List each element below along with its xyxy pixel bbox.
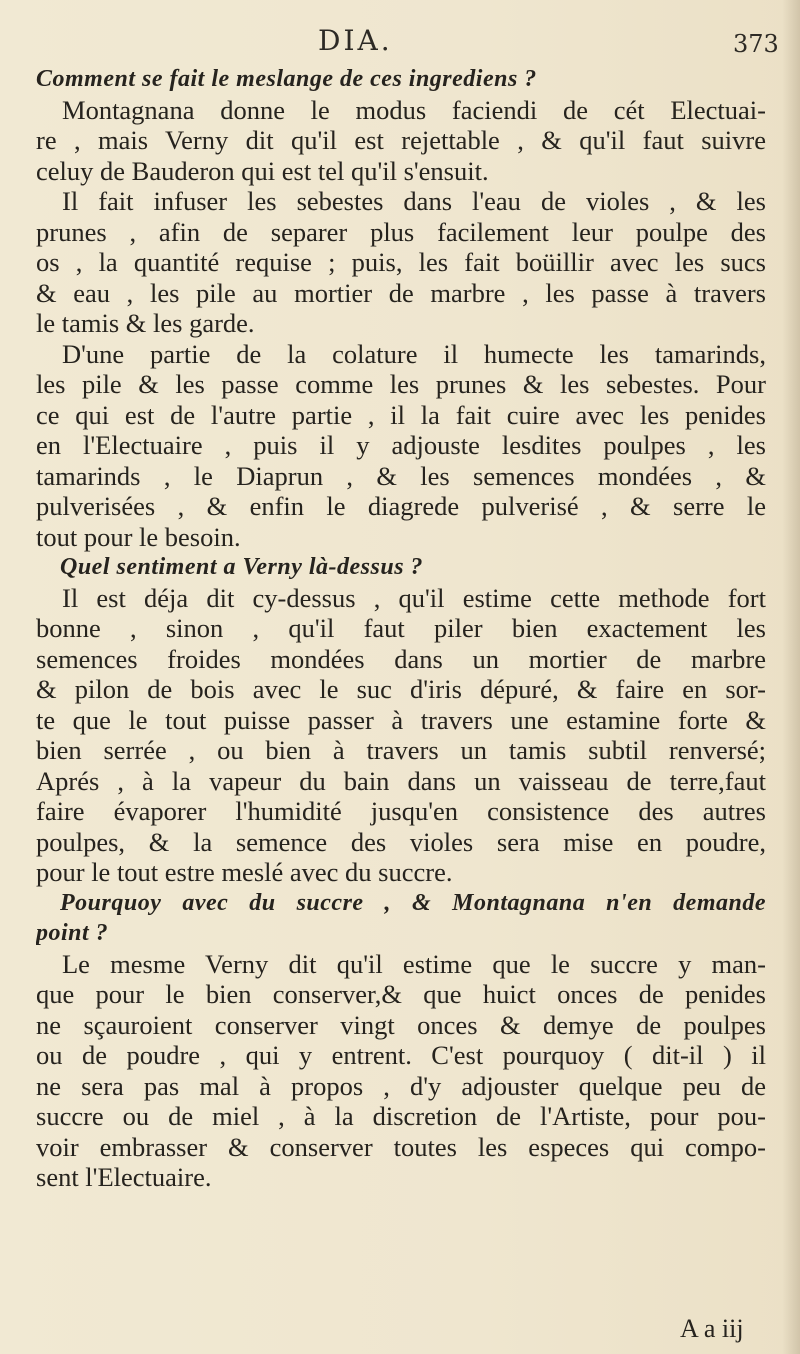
text-line: pour le tout estre meslé avec du succre. bbox=[36, 857, 453, 887]
text-line: prunes , afin de separer plus facilement leur poulpe des bbox=[36, 216, 766, 247]
text-line: Le mesme Verny dit qu'il estime que le succre y man- bbox=[62, 948, 766, 979]
text-line: te que le tout puisse passer à travers une estamine forte & bbox=[36, 704, 766, 735]
text-line: en l'Electuaire , puis il y adjouste lesdites poulpes , les bbox=[36, 430, 766, 460]
text-line: Montagnana donne le modus faciendi de cét Electuai- bbox=[62, 94, 766, 125]
running-head: DIA. bbox=[318, 24, 393, 57]
text-line: semences froides mondées dans un mortier de marbre bbox=[36, 643, 766, 674]
text-line: succre ou de miel , à la discretion de l'Artiste, pour pou- bbox=[36, 1101, 766, 1131]
text-line: tout pour le besoin. bbox=[36, 521, 241, 552]
question-heading: Comment se fait le meslange de ces ingrediens ? bbox=[36, 66, 537, 92]
text-line: poulpes, & la semence des violes sera mise en poudre, bbox=[36, 826, 766, 857]
text-line: voir embrasser & conserver toutes les especes qui compo- bbox=[36, 1131, 766, 1162]
text-line: faire évaporer l'humidité jusqu'en consistence des autres bbox=[36, 796, 766, 826]
text-line: bonne , sinon , qu'il faut piler bien exactement les bbox=[36, 613, 766, 643]
text-line: & pilon de bois avec le suc d'iris dépuré, & faire en sor- bbox=[36, 674, 766, 704]
text-line: pulverisées , & enfin le diagrede pulverisé , & serre le bbox=[36, 491, 766, 521]
text-line: les pile & les passe comme les prunes & les sebestes. Pour bbox=[36, 369, 766, 399]
catchword-signature: A a iij bbox=[680, 1314, 744, 1343]
text-line: Aprés , à la vapeur du bain dans un vaisseau de terre,faut bbox=[36, 765, 766, 796]
text-line: D'une partie de la colature il humecte les tamarinds, bbox=[62, 338, 766, 369]
text-line: Il est déja dit cy-dessus , qu'il estime cette methode fort bbox=[62, 582, 766, 613]
text-line: re , mais Verny dit qu'il est rejettable , & qu'il faut suivre bbox=[36, 125, 766, 155]
question-heading: Quel sentiment a Verny là-dessus ? bbox=[60, 554, 424, 580]
page-header bbox=[0, 22, 800, 62]
text-line: bien serrée , ou bien à travers un tamis subtil renversé; bbox=[36, 735, 766, 765]
text-line: tamarinds , le Diaprun , & les semences mondées , & bbox=[36, 460, 766, 491]
page-edge-shadow bbox=[782, 0, 800, 1354]
text-line: sent l'Electuaire. bbox=[36, 1162, 212, 1192]
text-line: ou de poudre , qui y entrent. C'est pourquoy ( dit-il ) il bbox=[36, 1040, 766, 1070]
text-line: ne sera pas mal à propos , d'y adjouster quelque peu de bbox=[36, 1070, 766, 1101]
text-line: celuy de Bauderon qui est tel qu'il s'ensuit. bbox=[36, 155, 489, 186]
question-heading: Pourquoy avec du succre , & Montagnana n'en demande bbox=[60, 889, 766, 916]
text-line: Il fait infuser les sebestes dans l'eau de violes , & les bbox=[62, 186, 766, 216]
text-line: os , la quantité requise ; puis, les fait boüillir avec les sucs bbox=[36, 247, 766, 277]
question-heading: point ? bbox=[36, 920, 109, 946]
text-line: & eau , les pile au mortier de marbre , les passe à travers bbox=[36, 277, 766, 308]
page-number: 373 bbox=[733, 30, 779, 58]
text-line: que pour le bien conserver,& que huict onces de penides bbox=[36, 979, 766, 1009]
text-line: le tamis & les garde. bbox=[36, 308, 255, 338]
text-line: ne sçauroient conserver vingt onces & demye de poulpes bbox=[36, 1009, 766, 1040]
text-block bbox=[36, 64, 766, 1193]
text-line: ce qui est de l'autre partie , il la fait cuire avec les penides bbox=[36, 399, 766, 430]
